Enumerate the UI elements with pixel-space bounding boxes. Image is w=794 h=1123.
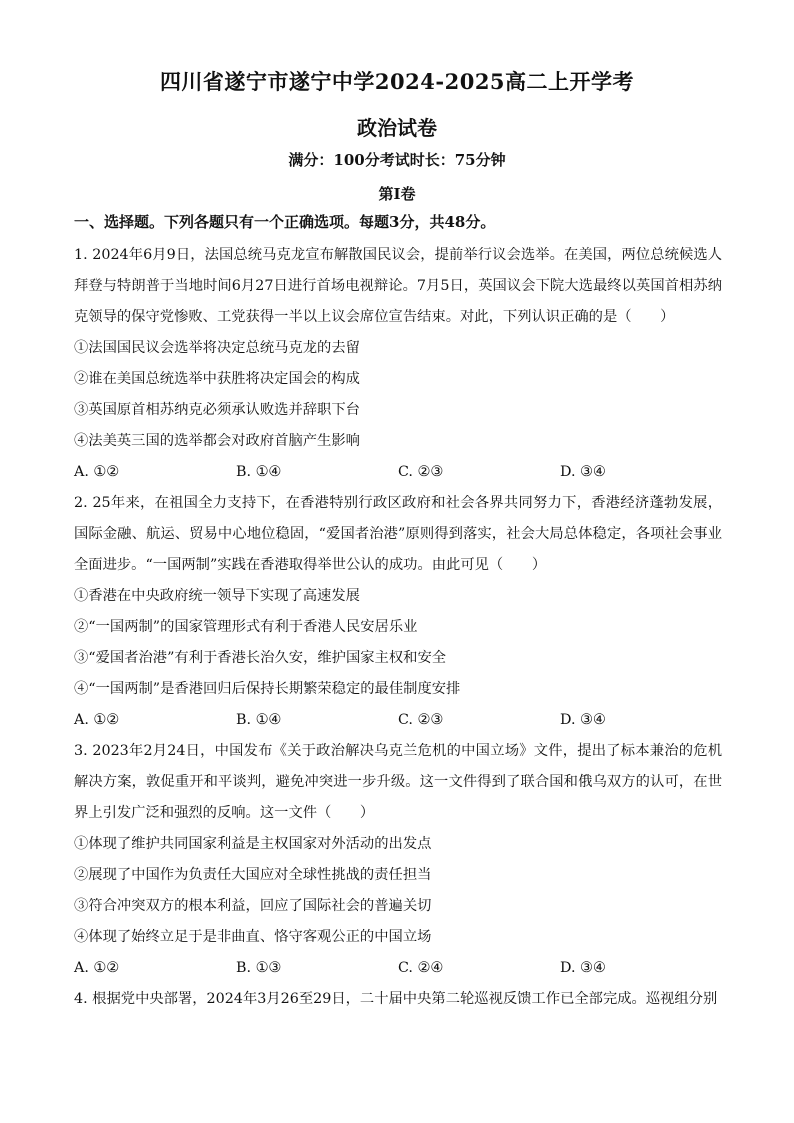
statement-option: ②展现了中国作为负责任大国应对全球性挑战的责任担当: [74, 867, 432, 883]
statement-option: ②谁在美国总统选举中获胜将决定国会的构成: [74, 371, 360, 387]
choice-b: B. ①④: [236, 464, 282, 480]
section-heading: 一、选择题。下列各题只有一个正确选项。每题3分，共48分。: [74, 213, 496, 231]
question-stem: 4. 根据党中央部署，2024年3月26至29日，二十届中央第二轮巡视反馈工作已全部完成。巡视组分别: [74, 991, 718, 1007]
statement-option: ①香港在中央政府统一领导下实现了高速发展: [74, 588, 360, 604]
question-stem: 2. 25年来，在祖国全力支持下，在香港特别行政区政府和社会各界共同努力下，香港经济蓬勃发展，国际金融、航运、贸易中心地位稳固，“爱国者治港”原则得到落实，社会大局总体稳定，各项社会事业全面进步。“一国两制”实践在香港取得举世公认的成功。由此可见（ ）: [74, 495, 722, 573]
statement-option: ①法国国民议会选举将决定总统马克龙的去留: [74, 340, 360, 356]
statement-option: ②“一国两制”的国家管理形式有利于香港人民安居乐业: [74, 619, 418, 635]
choice-d: D. ③④: [560, 712, 606, 728]
statement-option: ④法美英三国的选举都会对政府首脑产生影响: [74, 433, 360, 449]
statement-option: ④体现了始终立足于是非曲直、恪守客观公正的中国立场: [74, 929, 432, 945]
choice-d: D. ③④: [560, 960, 606, 976]
question-stem: 1. 2024年6月9日，法国总统马克龙宣布解散国民议会，提前举行议会选举。在美国，两位总统候选人拜登与特朗普于当地时间6月27日进行首场电视辩论。7月5日，英国议会下院大选最终以英国首相苏纳克领导的保守党惨败、工党获得一半以上议会席位宣告结束。对此，下列认识正确的是（ ）: [74, 247, 722, 325]
statement-option: ④“一国两制”是香港回归后保持长期繁荣稳定的最佳制度安排: [74, 681, 461, 697]
statement-option: ③符合冲突双方的根本利益，回应了国际社会的普遍关切: [74, 898, 432, 914]
choice-a: A. ①②: [74, 464, 120, 480]
question-1: [74, 240, 722, 488]
choice-c: C. ②③: [398, 464, 444, 480]
choice-d: D. ③④: [560, 464, 606, 480]
exam-meta: 满分：100分考试时长：75分钟: [288, 151, 506, 169]
choice-b: B. ①④: [236, 712, 282, 728]
volume-label: 第Ⅰ卷: [378, 185, 416, 203]
choice-a: A. ①②: [74, 712, 120, 728]
subject-title: 政治试卷: [357, 116, 437, 140]
question-2: [74, 488, 722, 736]
question-4: [74, 984, 722, 1015]
answer-choices: [74, 705, 722, 736]
answer-choices: [74, 457, 722, 488]
choice-c: C. ②③: [398, 712, 444, 728]
statement-option: ③“爱国者治港”有利于香港长治久安，维护国家主权和安全: [74, 650, 447, 666]
statement-option: ①体现了维护共同国家利益是主权国家对外活动的出发点: [74, 836, 432, 852]
choice-a: A. ①②: [74, 960, 120, 976]
answer-choices: [74, 953, 722, 984]
choice-b: B. ①③: [236, 960, 282, 976]
question-3: [74, 736, 722, 984]
question-stem: 3. 2023年2月24日，中国发布《关于政治解决乌克兰危机的中国立场》文件，提出了标本兼治的危机解决方案，敦促重开和平谈判，避免冲突进一步升级。这一文件得到了联合国和俄乌双方的认可，在世界上引发广泛和强烈的反响。这一文件（ ）: [74, 743, 722, 821]
choice-c: C. ②④: [398, 960, 444, 976]
exam-title: 四川省遂宁市遂宁中学2024-2025高二上开学考: [159, 69, 635, 94]
statement-option: ③英国原首相苏纳克必须承认败选并辞职下台: [74, 402, 360, 418]
question-list: [74, 240, 722, 1015]
